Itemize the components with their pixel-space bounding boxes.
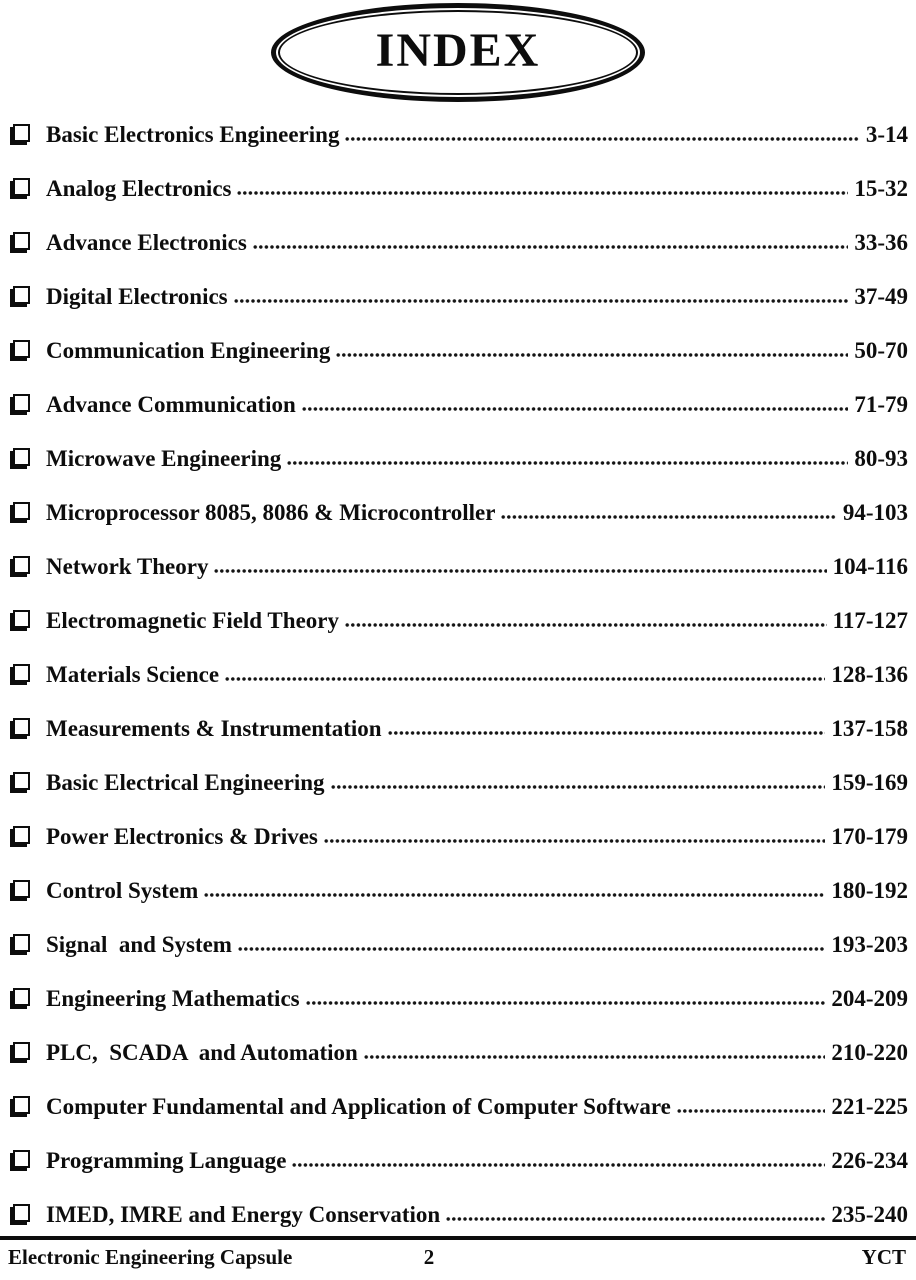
dot-leader xyxy=(324,838,825,844)
dot-leader xyxy=(204,892,825,898)
index-entry xyxy=(10,1036,908,1069)
checkbox-bullet-icon xyxy=(13,1204,30,1222)
entry-page-range: 235-240 xyxy=(831,1202,908,1227)
dot-leader xyxy=(345,136,859,142)
entry-title: Computer Fundamental and Application of Computer Software xyxy=(46,1094,671,1119)
entry-title: Electromagnetic Field Theory xyxy=(46,608,339,633)
entry-page-range: 193-203 xyxy=(831,932,908,957)
dot-leader xyxy=(677,1108,825,1114)
dot-leader xyxy=(292,1162,825,1168)
dot-leader xyxy=(238,946,825,952)
index-entry xyxy=(10,928,908,961)
checkbox-bullet-icon xyxy=(13,880,30,898)
entry-page-range: 210-220 xyxy=(831,1040,908,1065)
checkbox-bullet-icon xyxy=(13,1042,30,1060)
entry-title: PLC, SCADA and Automation xyxy=(46,1040,358,1065)
entry-title: Analog Electronics xyxy=(46,176,232,201)
dot-leader xyxy=(237,190,848,196)
checkbox-bullet-icon xyxy=(13,448,30,466)
index-entry xyxy=(10,820,908,853)
checkbox-bullet-icon xyxy=(13,232,30,250)
checkbox-bullet-icon xyxy=(13,502,30,520)
dot-leader xyxy=(225,676,825,682)
index-entry xyxy=(10,604,908,637)
entry-title: Measurements & Instrumentation xyxy=(46,716,382,741)
entry-page-range: 71-79 xyxy=(854,392,908,417)
footer-publisher: YCT xyxy=(861,1245,906,1269)
entry-page-range: 128-136 xyxy=(831,662,908,687)
index-entry xyxy=(10,982,908,1015)
entry-page-range: 15-32 xyxy=(854,176,908,201)
entry-title: Engineering Mathematics xyxy=(46,986,300,1011)
title-oval-border xyxy=(271,3,645,102)
index-list xyxy=(0,118,916,1231)
footer-page-number: 2 xyxy=(423,1245,435,1269)
entry-page-range: 37-49 xyxy=(854,284,908,309)
entry-page-range: 180-192 xyxy=(831,878,908,903)
index-entry xyxy=(10,658,908,691)
checkbox-bullet-icon xyxy=(13,718,30,736)
title-banner xyxy=(0,0,916,104)
footer-book-title: Electronic Engineering Capsule xyxy=(8,1245,293,1269)
index-entry xyxy=(10,442,908,475)
title-oval-inner-border xyxy=(278,10,638,95)
entry-title: Materials Science xyxy=(46,662,220,687)
index-entry xyxy=(10,550,908,583)
entry-page-range: 3-14 xyxy=(865,122,908,147)
dot-leader xyxy=(345,622,827,628)
checkbox-bullet-icon xyxy=(13,556,30,574)
index-entry xyxy=(10,1198,908,1231)
dot-leader xyxy=(302,406,849,412)
entry-page-range: 221-225 xyxy=(831,1094,908,1119)
checkbox-bullet-icon xyxy=(13,1096,30,1114)
index-entry xyxy=(10,1090,908,1123)
checkbox-bullet-icon xyxy=(13,1150,30,1168)
entry-title: Advance Electronics xyxy=(46,230,247,255)
entry-title: IMED, IMRE and Energy Conservation xyxy=(46,1202,441,1227)
checkbox-bullet-icon xyxy=(13,340,30,358)
checkbox-bullet-icon xyxy=(13,826,30,844)
dot-leader xyxy=(234,298,849,304)
index-entry xyxy=(10,496,908,529)
dot-leader xyxy=(253,244,849,250)
entry-page-range: 137-158 xyxy=(831,716,908,741)
index-entry xyxy=(10,226,908,259)
index-entry xyxy=(10,874,908,907)
entry-page-range: 170-179 xyxy=(831,824,908,849)
dot-leader xyxy=(214,568,826,574)
entry-title: Advance Communication xyxy=(46,392,296,417)
entry-title: Control System xyxy=(46,878,199,903)
entry-title: Basic Electrical Engineering xyxy=(46,770,325,795)
dot-leader xyxy=(501,514,836,520)
checkbox-bullet-icon xyxy=(13,178,30,196)
checkbox-bullet-icon xyxy=(13,286,30,304)
dot-leader xyxy=(388,730,826,736)
entry-page-range: 117-127 xyxy=(832,608,908,633)
checkbox-bullet-icon xyxy=(13,772,30,790)
entry-page-range: 94-103 xyxy=(842,500,908,525)
entry-title: Programming Language xyxy=(46,1148,287,1173)
entry-title: Basic Electronics Engineering xyxy=(46,122,340,147)
dot-leader xyxy=(364,1054,825,1060)
index-entry xyxy=(10,172,908,205)
checkbox-bullet-icon xyxy=(13,664,30,682)
dot-leader xyxy=(306,1000,826,1006)
checkbox-bullet-icon xyxy=(13,934,30,952)
index-entry xyxy=(10,334,908,367)
checkbox-bullet-icon xyxy=(13,124,30,142)
entry-page-range: 159-169 xyxy=(831,770,908,795)
index-entry xyxy=(10,280,908,313)
entry-title: Communication Engineering xyxy=(46,338,331,363)
dot-leader xyxy=(336,352,848,358)
dot-leader xyxy=(287,460,848,466)
dot-leader xyxy=(446,1216,825,1222)
entry-page-range: 204-209 xyxy=(831,986,908,1011)
page-footer xyxy=(0,1236,916,1280)
entry-title: Microprocessor 8085, 8086 & Microcontroller xyxy=(46,500,496,525)
entry-title: Digital Electronics xyxy=(46,284,228,309)
checkbox-bullet-icon xyxy=(13,988,30,1006)
entry-title: Signal and System xyxy=(46,932,232,957)
checkbox-bullet-icon xyxy=(13,394,30,412)
index-entry xyxy=(10,1144,908,1177)
entry-page-range: 33-36 xyxy=(854,230,908,255)
page-title: INDEX xyxy=(375,24,541,77)
entry-page-range: 104-116 xyxy=(832,554,908,579)
checkbox-bullet-icon xyxy=(13,610,30,628)
entry-title: Microwave Engineering xyxy=(46,446,282,471)
index-entry xyxy=(10,118,908,151)
entry-page-range: 226-234 xyxy=(831,1148,908,1173)
entry-title: Network Theory xyxy=(46,554,209,579)
entry-title: Power Electronics & Drives xyxy=(46,824,318,849)
index-entry xyxy=(10,388,908,421)
dot-leader xyxy=(331,784,826,790)
index-entry xyxy=(10,712,908,745)
entry-page-range: 50-70 xyxy=(854,338,908,363)
entry-page-range: 80-93 xyxy=(854,446,908,471)
index-entry xyxy=(10,766,908,799)
